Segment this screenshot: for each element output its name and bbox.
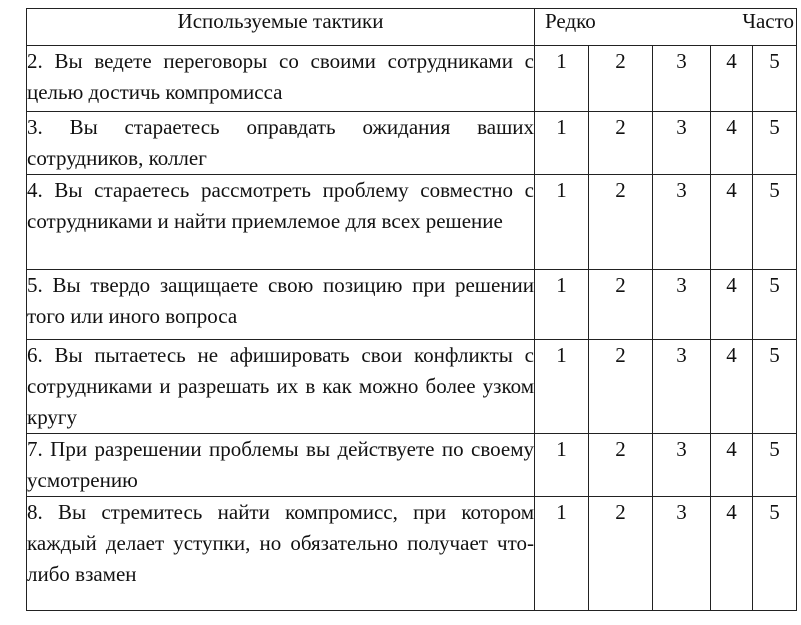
tactic-text: 7. При разрешении проблемы вы действуете по своему усмотрению bbox=[27, 434, 535, 497]
table-row bbox=[27, 497, 797, 611]
table-row bbox=[27, 175, 797, 270]
rating-option-2[interactable]: 2 bbox=[589, 175, 653, 270]
rating-option-4[interactable]: 4 bbox=[711, 175, 753, 270]
tactic-text: 5. Вы твердо защищаете свою позицию при решении того или иного вопроса bbox=[27, 270, 535, 340]
rating-option-4[interactable]: 4 bbox=[711, 434, 753, 497]
rating-option-3[interactable]: 3 bbox=[653, 46, 711, 112]
rating-option-3[interactable]: 3 bbox=[653, 497, 711, 611]
rating-option-4[interactable]: 4 bbox=[711, 340, 753, 434]
table-row bbox=[27, 112, 797, 175]
rating-option-3[interactable]: 3 bbox=[653, 175, 711, 270]
tactics-survey-table bbox=[26, 8, 797, 611]
rating-option-5[interactable]: 5 bbox=[753, 112, 797, 175]
rating-option-5[interactable]: 5 bbox=[753, 434, 797, 497]
rating-option-5[interactable]: 5 bbox=[753, 175, 797, 270]
rating-option-4[interactable]: 4 bbox=[711, 270, 753, 340]
rating-option-2[interactable]: 2 bbox=[589, 497, 653, 611]
rating-option-4[interactable]: 4 bbox=[711, 46, 753, 112]
table-row bbox=[27, 340, 797, 434]
scale-high-label: Часто bbox=[742, 9, 795, 33]
tactic-text: 3. Вы стараетесь оправдать ожидания ваших сотрудников, коллег bbox=[27, 112, 535, 175]
rating-option-5[interactable]: 5 bbox=[753, 270, 797, 340]
rating-option-1[interactable]: 1 bbox=[535, 270, 589, 340]
tactic-text: 8. Вы стремитесь найти компромисс, при котором каждый делает уступки, но обязательно получает что-либо взамен bbox=[27, 497, 535, 611]
tactic-text: 6. Вы пытаетесь не афишировать свои конфликты с сотрудниками и разрешать их в как можно более узком кругу bbox=[27, 340, 535, 434]
rating-option-3[interactable]: 3 bbox=[653, 112, 711, 175]
rating-option-1[interactable]: 1 bbox=[535, 175, 589, 270]
rating-option-5[interactable]: 5 bbox=[753, 46, 797, 112]
rating-option-4[interactable]: 4 bbox=[711, 112, 753, 175]
table-row bbox=[27, 270, 797, 340]
tactics-column-header: Используемые тактики bbox=[27, 9, 535, 46]
table-row bbox=[27, 46, 797, 112]
rating-option-1[interactable]: 1 bbox=[535, 497, 589, 611]
rating-option-1[interactable]: 1 bbox=[535, 46, 589, 112]
rating-option-5[interactable]: 5 bbox=[753, 340, 797, 434]
rating-option-5[interactable]: 5 bbox=[753, 497, 797, 611]
rating-option-2[interactable]: 2 bbox=[589, 340, 653, 434]
tactic-text: 4. Вы стараетесь рассмотреть проблему совместно с сотрудниками и найти приемлемое для всех решение bbox=[27, 175, 535, 270]
rating-option-1[interactable]: 1 bbox=[535, 434, 589, 497]
rating-option-3[interactable]: 3 bbox=[653, 340, 711, 434]
rating-option-3[interactable]: 3 bbox=[653, 270, 711, 340]
rating-option-1[interactable]: 1 bbox=[535, 340, 589, 434]
rating-option-4[interactable]: 4 bbox=[711, 497, 753, 611]
rating-option-2[interactable]: 2 bbox=[589, 46, 653, 112]
rating-option-3[interactable]: 3 bbox=[653, 434, 711, 497]
rating-option-2[interactable]: 2 bbox=[589, 434, 653, 497]
scale-low-label: Редко bbox=[545, 9, 596, 33]
rating-option-2[interactable]: 2 bbox=[589, 270, 653, 340]
rating-option-2[interactable]: 2 bbox=[589, 112, 653, 175]
rating-option-1[interactable]: 1 bbox=[535, 112, 589, 175]
table-row bbox=[27, 434, 797, 497]
table-header-row bbox=[27, 9, 797, 46]
tactic-text: 2. Вы ведете переговоры со своими сотрудниками с целью достичь компромисса bbox=[27, 46, 535, 112]
frequency-scale-header bbox=[535, 9, 797, 46]
